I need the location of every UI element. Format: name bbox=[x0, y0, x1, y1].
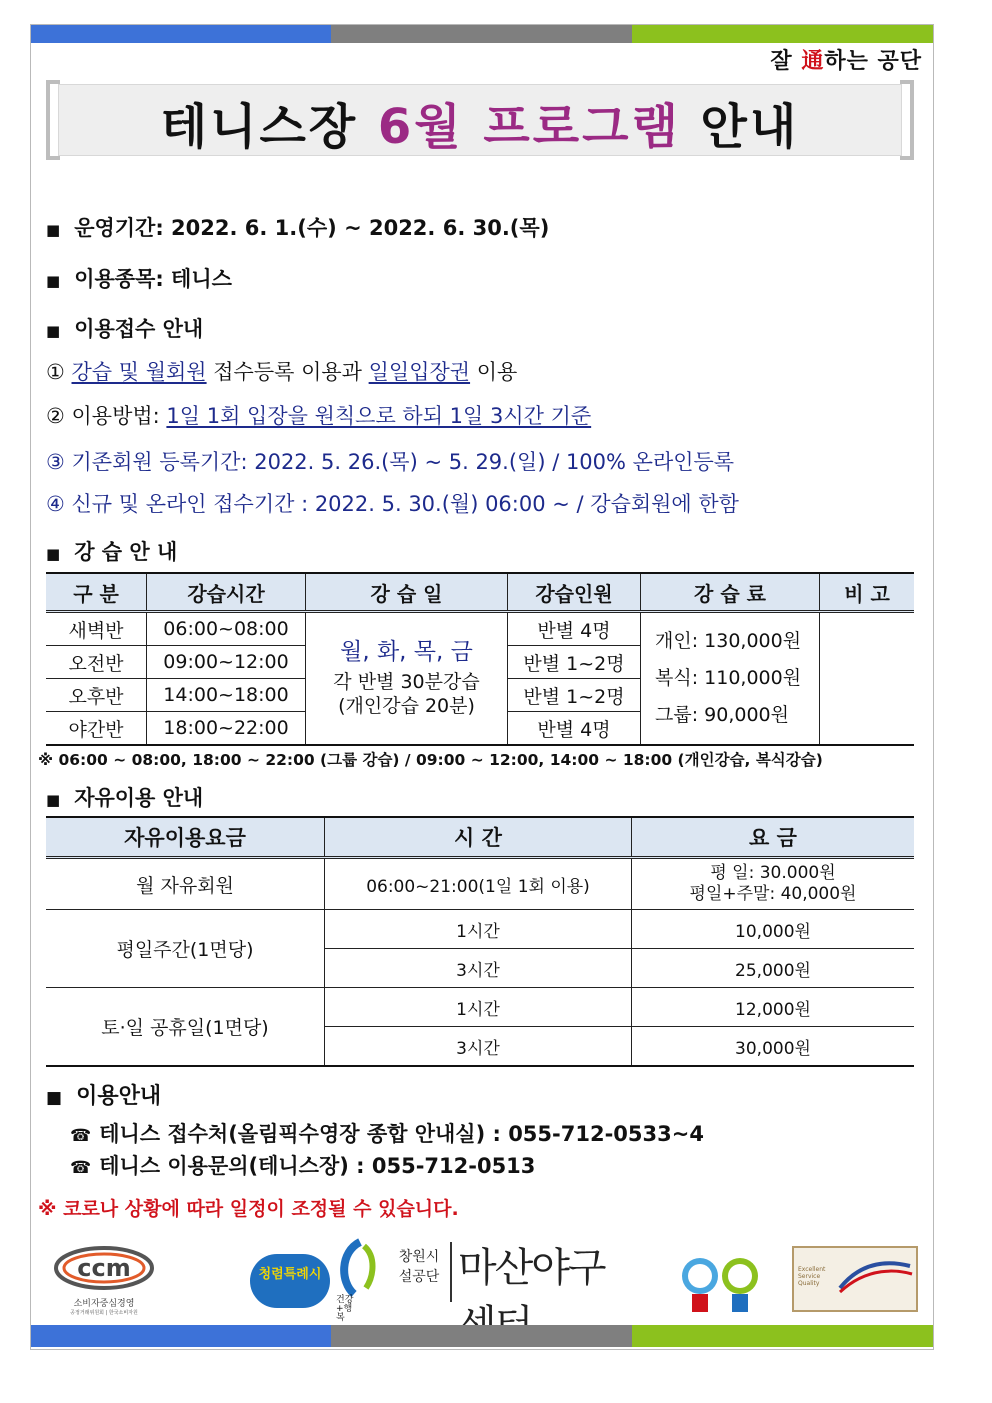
ccm-logo: ccm 소비자중심경영 공정거래위원회 | 한국소비자원 bbox=[54, 1246, 154, 1316]
lesson-heading: ■ 강 습 안 내 bbox=[46, 540, 178, 564]
bullet-square-icon: ■ bbox=[46, 322, 61, 340]
bullet-square-icon: ■ bbox=[46, 545, 61, 563]
free-use-heading: ■ 자유이용 안내 bbox=[46, 786, 204, 810]
bullet-square-icon: ■ bbox=[46, 791, 61, 809]
lesson-table: 구 분 강습시간 강 습 일 강습인원 강 습 료 비 고 새벽반 06:00~08:00 월, 화, 목, 금 각 반별 30분강습 (개인강습 20분) 반별 4명 개인: 130,000원 복식: 110,000원 그룹: 90,000원 오전반 09:00~12:00 반별 1~2명 오후반 14:00~18:00 반별 1~2명 야간반 18:00~22:00 반별 4명 bbox=[46, 572, 914, 746]
table-row: 3시간 25,000원 bbox=[46, 949, 914, 988]
free-use-table: 자유이용요금 시 간 요 금 월 자유회원 06:00~21:00(1일 1회 이용) 평 일: 30.000원 평일+주말: 40,000원 평일주간(1면당) 1시간 10,000원 3시간 25,000원 토·일 공휴일(1면당) 1시간 12,000원 3시간 30,000원 bbox=[46, 816, 914, 1067]
table-row: 야간반 18:00~22:00 반별 4명 bbox=[46, 712, 914, 746]
top-color-bar bbox=[31, 25, 933, 43]
corona-notice: ※ 코로나 상황에 따라 일정이 조정될 수 있습니다. bbox=[38, 1198, 459, 1220]
lesson-fees: 개인: 130,000원 복식: 110,000원 그룹: 90,000원 bbox=[641, 612, 820, 746]
corporation-logo: 건강+행복 창원시설공단 마산야구 bbox=[330, 1232, 634, 1324]
phone-icon: ☎ bbox=[70, 1126, 92, 1146]
lesson-note: ※ 06:00 ~ 08:00, 18:00 ~ 22:00 (그룹 강습) / 09:00 ~ 12:00, 14:00 ~ 18:00 (개인강습, 복식강습) bbox=[38, 751, 823, 769]
mascot-logo bbox=[670, 1246, 770, 1316]
bullet-square-icon: ■ bbox=[46, 272, 61, 290]
quality-logo: Excellent Service Quality bbox=[792, 1246, 918, 1312]
table-row: 오후반 14:00~18:00 반별 1~2명 bbox=[46, 679, 914, 712]
lesson-remarks bbox=[820, 612, 915, 746]
reception-item-3: ③ 기존회원 등록기간: 2022. 5. 26.(목) ~ 5. 29.(일) / 100% 온라인등록 bbox=[46, 450, 735, 474]
phone-icon: ☎ bbox=[70, 1158, 92, 1178]
logo-strip bbox=[30, 1232, 934, 1324]
sport-type: ■ 이용종목: 테니스 bbox=[46, 267, 232, 291]
page-title: 테니스장 6월 프로그램 안내 bbox=[160, 99, 800, 155]
table-row: 오전반 09:00~12:00 반별 1~2명 bbox=[46, 646, 914, 679]
reception-item-2: ② 이용방법: 1일 1회 입장을 원칙으로 하되 1일 3시간 기준 bbox=[46, 404, 592, 428]
bullet-square-icon: ■ bbox=[46, 221, 61, 239]
table-row: 3시간 30,000원 bbox=[46, 1027, 914, 1067]
table-row: 평일주간(1면당) 1시간 10,000원 bbox=[46, 910, 914, 949]
lesson-days: 월, 화, 목, 금 각 반별 30분강습 (개인강습 20분) bbox=[306, 612, 508, 746]
reception-heading: ■ 이용접수 안내 bbox=[46, 317, 204, 341]
table-row: 새벽반 06:00~08:00 월, 화, 목, 금 각 반별 30분강습 (개인강습 20분) 반별 4명 개인: 130,000원 복식: 110,000원 그룹: 90,000원 bbox=[46, 612, 914, 646]
info-line-1: ☎ 테니스 접수처(올림픽수영장 종합 안내실) : 055-712-0533~4 bbox=[70, 1122, 704, 1146]
slogan: 잘 通하는 공단 bbox=[770, 49, 922, 74]
bullet-square-icon: ■ bbox=[46, 1088, 63, 1108]
reception-item-1: ① 강습 및 월회원 접수등록 이용과 일일입장권 이용 bbox=[46, 360, 518, 384]
operation-period: ■ 운영기간: 2022. 6. 1.(수) ~ 2022. 6. 30.(목) bbox=[46, 216, 550, 240]
table-row: 토·일 공휴일(1면당) 1시간 12,000원 bbox=[46, 988, 914, 1027]
reception-item-4: ④ 신규 및 온라인 접수기간 : 2022. 5. 30.(월) 06:00 ~ / 강습회원에 한함 bbox=[46, 492, 739, 516]
info-heading: ■ 이용안내 bbox=[46, 1084, 162, 1109]
info-line-2: ☎ 테니스 이용문의(테니스장) : 055-712-0513 bbox=[70, 1154, 536, 1178]
table-row: 월 자유회원 06:00~21:00(1일 1회 이용) 평 일: 30.000원 평일+주말: 40,000원 bbox=[46, 858, 914, 910]
bottom-color-bar bbox=[31, 1325, 933, 1347]
clean-city-logo: 청렴특례시 bbox=[250, 1254, 330, 1308]
title-box bbox=[46, 80, 914, 162]
